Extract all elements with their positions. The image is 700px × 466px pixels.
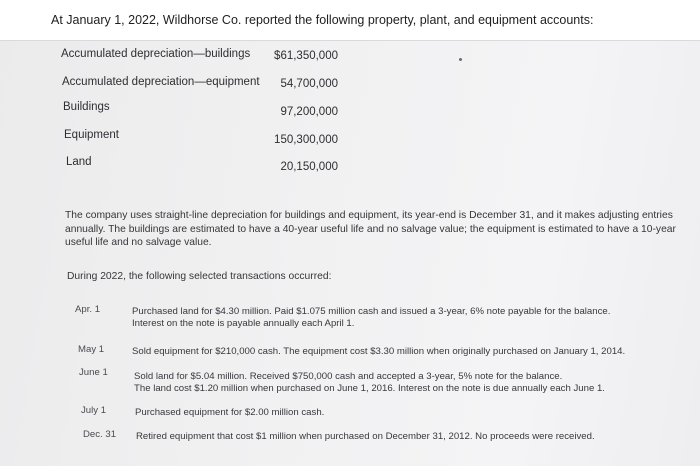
account-value: 97,200,000 (280, 106, 338, 118)
intro-text: At January 1, 2022, Wildhorse Co. reported the following property, plant, and equipment accounts: (51, 13, 594, 27)
transaction-line: Sold land for $5.04 million. Received $750,000 cash and accepted a 3-year, 5% note for the balance. (134, 371, 563, 382)
account-label: Buildings (63, 101, 110, 113)
account-label: Equipment (64, 129, 119, 141)
transaction-line: Interest on the note is payable annually each April 1. (132, 318, 355, 329)
transaction-date: June 1 (79, 367, 108, 378)
account-value: 54,700,000 (280, 78, 338, 90)
transaction-text (132, 306, 610, 330)
account-label: Accumulated depreciation—equipment (62, 76, 260, 88)
account-value: $61,350,000 (274, 50, 338, 62)
account-label: Accumulated depreciation—buildings (61, 48, 251, 60)
transaction-line: Retired equipment that cost $1 million when purchased on December 31, 2012. No proceeds were received. (136, 431, 595, 442)
policy-line: annually. The buildings are estimated to have a 40-year useful life and no salvage value; the equipment is estimated to have a 10-year (65, 223, 676, 235)
policy-line: The company uses straight-line depreciation for buildings and equipment, its year-end is December 31, and it makes adjusting entries (65, 210, 673, 221)
transaction-text (132, 346, 625, 358)
transaction-date: May 1 (78, 344, 105, 355)
transaction-text (136, 431, 595, 443)
policy-paragraph (65, 209, 687, 250)
transactions-heading: During 2022, the following selected transactions occurred: (67, 271, 332, 282)
account-value: 150,300,000 (274, 134, 338, 146)
account-value: 20,150,000 (280, 161, 338, 173)
transaction-text (134, 371, 605, 395)
transaction-line: Purchased equipment for $2.00 million cash. (135, 407, 325, 418)
policy-line: useful life and no salvage value. (65, 237, 212, 248)
transaction-date: Apr. 1 (75, 304, 101, 315)
transaction-line: The land cost $1.20 million when purchased on June 1, 2016. Interest on the note is due annually each June 1. (134, 383, 605, 394)
transaction-text (135, 407, 324, 419)
transaction-line: Purchased land for $4.30 million. Paid $1.075 million cash and issued a 3-year, 6% note payable for the balance. (132, 306, 611, 317)
stray-dot (459, 58, 462, 61)
transaction-date: July 1 (81, 405, 107, 416)
transaction-date: Dec. 31 (83, 429, 117, 440)
transaction-line: Sold equipment for $210,000 cash. The equipment cost $3.30 million when originally purchased on January 1, 2014. (132, 346, 626, 357)
account-label: Land (66, 156, 92, 168)
